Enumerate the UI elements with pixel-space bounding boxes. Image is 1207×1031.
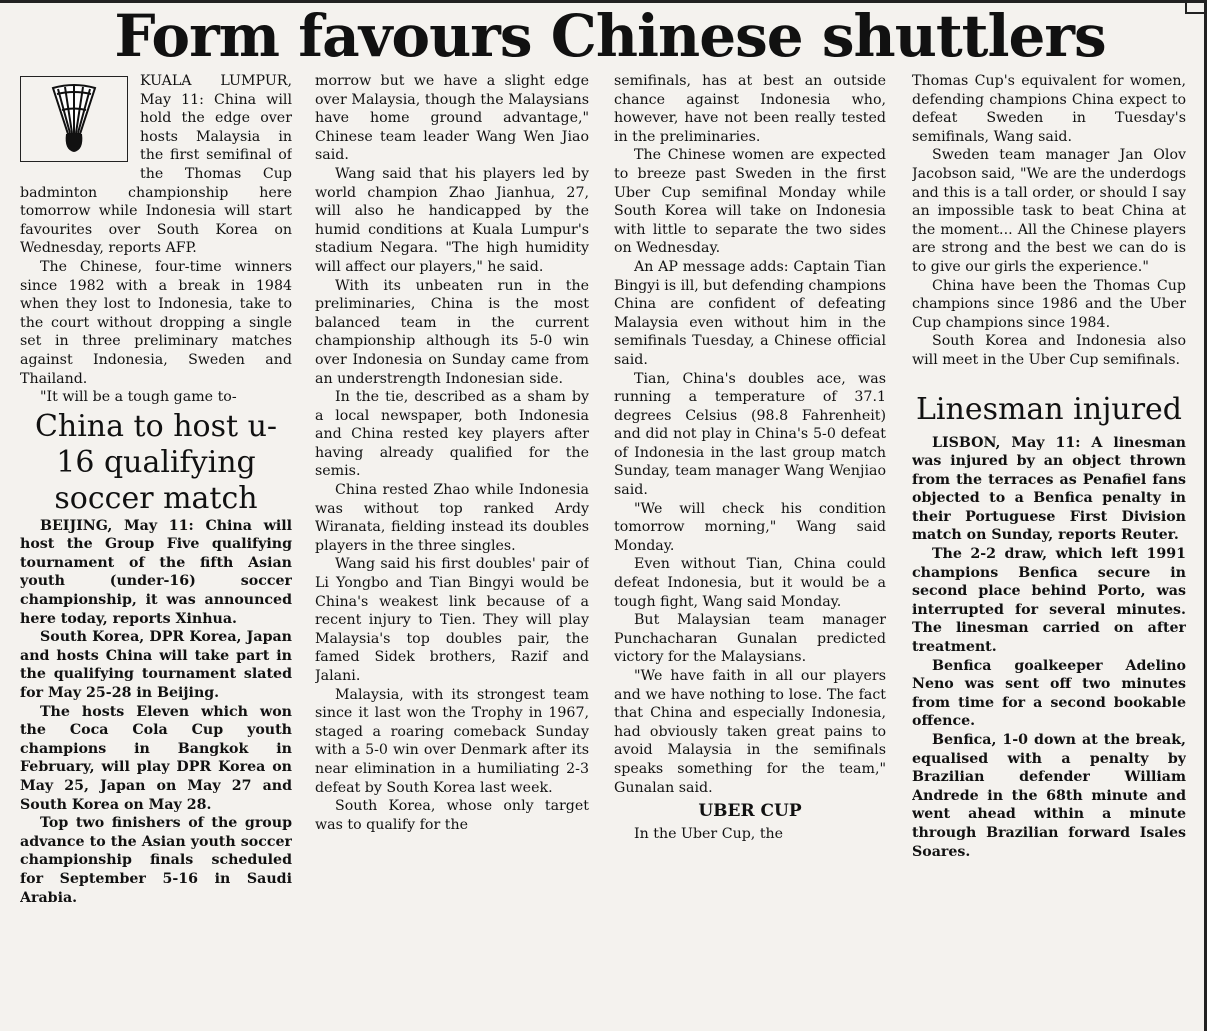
article-paragraph: morrow but we have a slight edge over Malaysia, though the Malaysians have home ground advantage," Chinese team leader Wang Wen Jiao said. <box>315 73 589 164</box>
article-paragraph: South Korea and Indonesia also will meet in the Uber Cup semifinals. <box>912 333 1186 368</box>
article-paragraph: China have been the Thomas Cup champions since 1986 and the Uber Cup champions since 1984. <box>912 277 1186 331</box>
article-paragraph: China rested Zhao while Indonesia was without top ranked Ardy Wiranata, fielding instead its doubles players in the three singles. <box>315 482 589 554</box>
column-1 <box>20 72 292 1027</box>
subheadline-linesman: Linesman injured <box>915 391 1182 427</box>
article-paragraph: Tian, China's doubles ace, was running a temperature of 37.1 degrees Celsius (98.8 Fahrenheit) and did not play in China's 5-0 defeat of Indonesia in the last group match Sunday, team manager Wang Wenjiao said. <box>614 370 886 499</box>
article-paragraph: The Chinese women are expected to breeze past Sweden in the first Uber Cup semifinal Monday while South Korea will take on Indonesia with little to separate the two sides on Wednesday. <box>614 147 886 257</box>
article-paragraph: In the Uber Cup, the <box>634 826 784 843</box>
article-paragraph: Even without Tian, China could defeat Indonesia, but it would be a tough fight, Wang said Monday. <box>614 556 886 610</box>
subheadline-soccer: China to host u-16 qualifying soccer match <box>34 408 278 516</box>
column-2 <box>315 72 589 1027</box>
article-paragraph: Thomas Cup's equivalent for women, defending champions China expect to defeat Sweden in Tuesday's semifinals, Wang said. <box>912 73 1186 145</box>
article-paragraph: But Malaysian team manager Punchacharan Gunalan predicted victory for the Malaysians. <box>614 612 886 666</box>
article-paragraph: "We have faith in all our players and we have nothing to lose. The fact that China and especially Indonesia, had obviously taken great pains to avoid Malaysia in the semifinals speaks something for the team," Gunalan said. <box>614 668 886 796</box>
article-paragraph: KUALA LUMPUR, May 11: China will hold the edge over hosts Malaysia in the first semifinal of the Thomas Cup badminton championship here tomorrow while Indonesia will start favourites over South Korea on Wednesday, reports AFP. <box>20 73 292 257</box>
article-paragraph: In the tie, described as a sham by a local newspaper, both Indonesia and China rested key players after having already qualified for the semis. <box>315 389 589 480</box>
subheadline-uber-cup: UBER CUP <box>698 801 802 822</box>
article-paragraph: Wang said his first doubles' pair of Li Yongbo and Tian Bingyi would be China's weakest link because of a recent injury to Tien. They will play Malaysia's top doubles pair, the famed Sidek brothers, Razif and Jalani. <box>315 556 589 684</box>
article-paragraph: South Korea, whose only target was to qualify for the <box>315 798 589 833</box>
column-3 <box>614 72 886 1027</box>
page-headline: Form favours Chinese shuttlers <box>114 2 1106 70</box>
article-paragraph: Benfica goalkeeper Adelino Neno was sent off two minutes from time for a second bookable offence. <box>912 657 1186 730</box>
corner-mark <box>1185 0 1207 14</box>
article-paragraph: Top two finishers of the group advance to the Asian youth soccer championship finals scheduled for September 5-16 in Saudi Arabia. <box>20 815 292 906</box>
article-paragraph: LISBON, May 11: A linesman was injured by an object thrown from the terraces as Penafiel fans objected to a Benfica penalty in their Portuguese First Division match on Sunday, reports Reuter. <box>912 434 1186 544</box>
article-paragraph: BEIJING, May 11: China will host the Group Five qualifying tournament of the fifth Asian youth (under-16) soccer championship, it was announced here today, reports Xinhua. <box>20 517 292 627</box>
article-paragraph: The 2-2 draw, which left 1991 champions Benfica secure in second place behind Porto, was interrupted for several minutes. The linesman carried on after treatment. <box>912 546 1186 656</box>
article-paragraph: semifinals, has at best an outside chance against Indonesia who, however, have not been really tested in the preliminaries. <box>614 73 886 145</box>
article-paragraph: The Chinese, four-time winners since 1982 with a break in 1984 when they lost to Indonesia, take to the court without dropping a single set in three preliminary matches against Indonesia, Sweden and Thailand. <box>20 258 292 387</box>
article-paragraph: An AP message adds: Captain Tian Bingyi is ill, but defending champions China are confident of defeating Malaysia even without him in the semifinals Tuesday, a Chinese official said. <box>614 258 886 368</box>
article-paragraph: Benfica, 1-0 down at the break, equalised with a penalty by Brazilian defender William Andrede in the 68th minute and went ahead within a minute through Brazilian forward Isales Soares. <box>912 732 1186 860</box>
article-paragraph: South Korea, DPR Korea, Japan and hosts China will take part in the qualifying tournament slated for May 25-28 in Beijing. <box>20 629 292 702</box>
article-paragraph: With its unbeaten run in the preliminaries, China is the most balanced team in the current championship although its 5-0 win over Indonesia on Sunday came from an understrength Indonesian side. <box>315 277 589 387</box>
column-4 <box>912 72 1186 1027</box>
article-paragraph: Wang said that his players led by world champion Zhao Jianhua, 27, will also he handicapped by the humid conditions at Kuala Lumpur's stadium Negara. "The high humidity will affect our players," he said. <box>315 165 589 275</box>
article-paragraph: Malaysia, with its strongest team since it last won the Trophy in 1967, staged a roaring comeback Sunday with a 5-0 win over Denmark after its near elimination in a humiliating 2-3 defeat by South Korea last week. <box>315 686 589 796</box>
article-paragraph: The hosts Eleven which won the Coca Cola Cup youth champions in Bangkok in February, will play DPR Korea on May 25, Japan on May 27 and South Korea on May 28. <box>20 703 292 813</box>
article-paragraph: "It will be a tough game to- <box>40 389 237 406</box>
article-paragraph: Sweden team manager Jan Olov Jacobson said, "We are the underdogs and this is a tall order, or should I say an impossible task to beat China at the moment... All the Chinese players are strong and the best we can do is to give our girls the experience." <box>912 147 1186 275</box>
shuttlecock-icon <box>20 76 128 162</box>
article-paragraph: "We will check his condition tomorrow morning," Wang said Monday. <box>614 500 886 554</box>
